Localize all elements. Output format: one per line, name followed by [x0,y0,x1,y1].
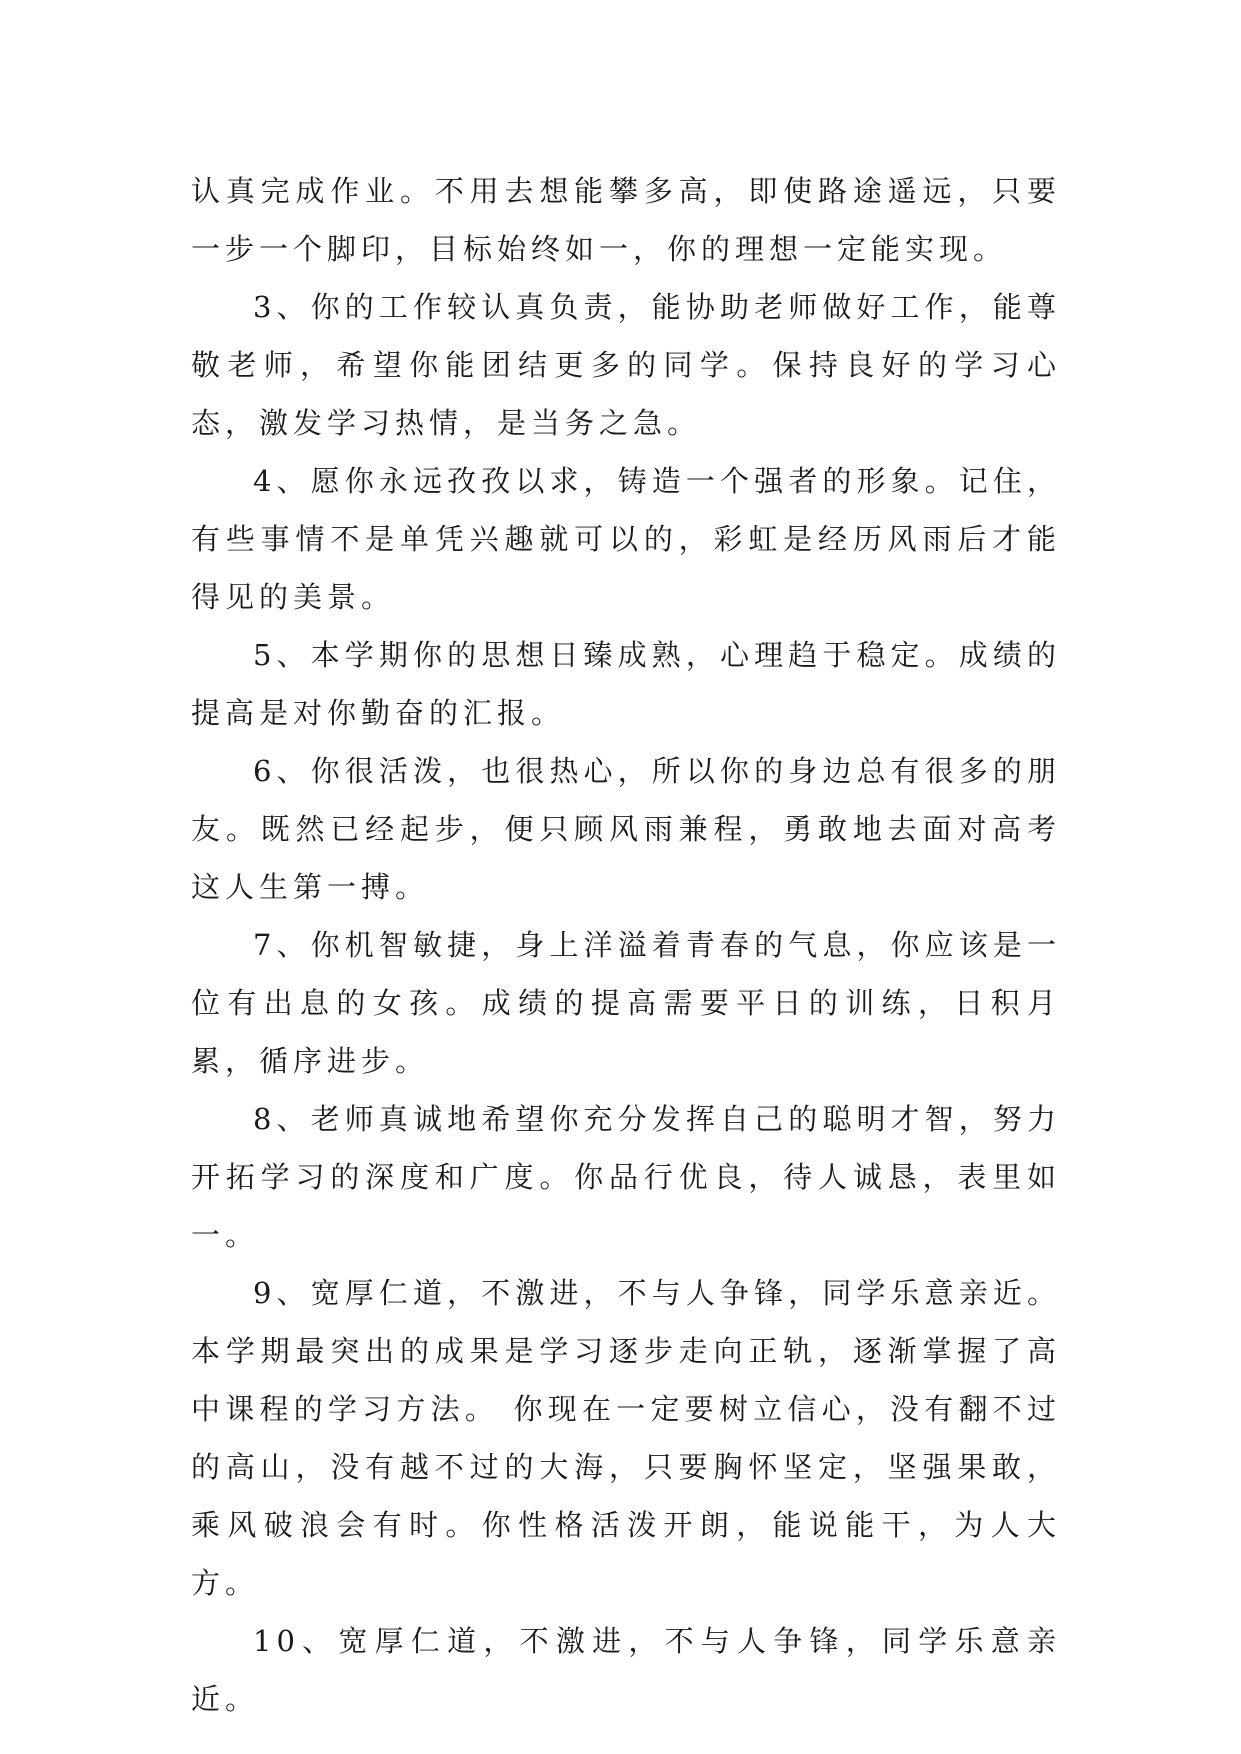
paragraph-item-6: 6、你很活泼，也很热心，所以你的身边总有很多的朋友。既然已经起步，便只顾风雨兼程，勇敢地去面对高考这人生第一搏。 [191,754,1061,904]
paragraph-continuation: 认真完成作业。不用去想能攀多高，即使路途遥远，只要一步一个脚印，目标始终如一，你的理想一定能实现。 [191,174,1061,266]
paragraph-item-4: 4、愿你永远孜孜以求，铸造一个强者的形象。记住，有些事情不是单凭兴趣就可以的，彩虹是经历风雨后才能得见的美景。 [191,464,1061,614]
paragraph-item-3: 3、你的工作较认真负责，能协助老师做好工作，能尊敬老师，希望你能团结更多的同学。保持良好的学习心态，激发学习热情，是当务之急。 [191,290,1061,440]
paragraph-item-7: 7、你机智敏捷，身上洋溢着青春的气息，你应该是一位有出息的女孩。成绩的提高需要平日的训练，日积月累，循序进步。 [191,928,1061,1078]
paragraph-item-8: 8、老师真诚地希望你充分发挥自己的聪明才智，努力开拓学习的深度和广度。你品行优良，待人诚恳，表里如一。 [191,1102,1061,1252]
document-body [191,162,1061,1728]
paragraph-item-9: 9、宽厚仁道，不激进，不与人争锋，同学乐意亲近。本学期最突出的成果是学习逐步走向正轨，逐渐掌握了高中课程的学习方法。 你现在一定要树立信心，没有翻不过的高山，没有越不过的大海，只要胸怀坚定，坚强果敢，乘风破浪会有时。你性格活泼开朗，能说能干，为人大方。 [191,1276,1061,1600]
paragraph-item-5: 5、本学期你的思想日臻成熟，心理趋于稳定。成绩的提高是对你勤奋的汇报。 [191,638,1061,730]
paragraph-item-10: 10、宽厚仁道，不激进，不与人争锋，同学乐意亲近。 [191,1624,1061,1716]
